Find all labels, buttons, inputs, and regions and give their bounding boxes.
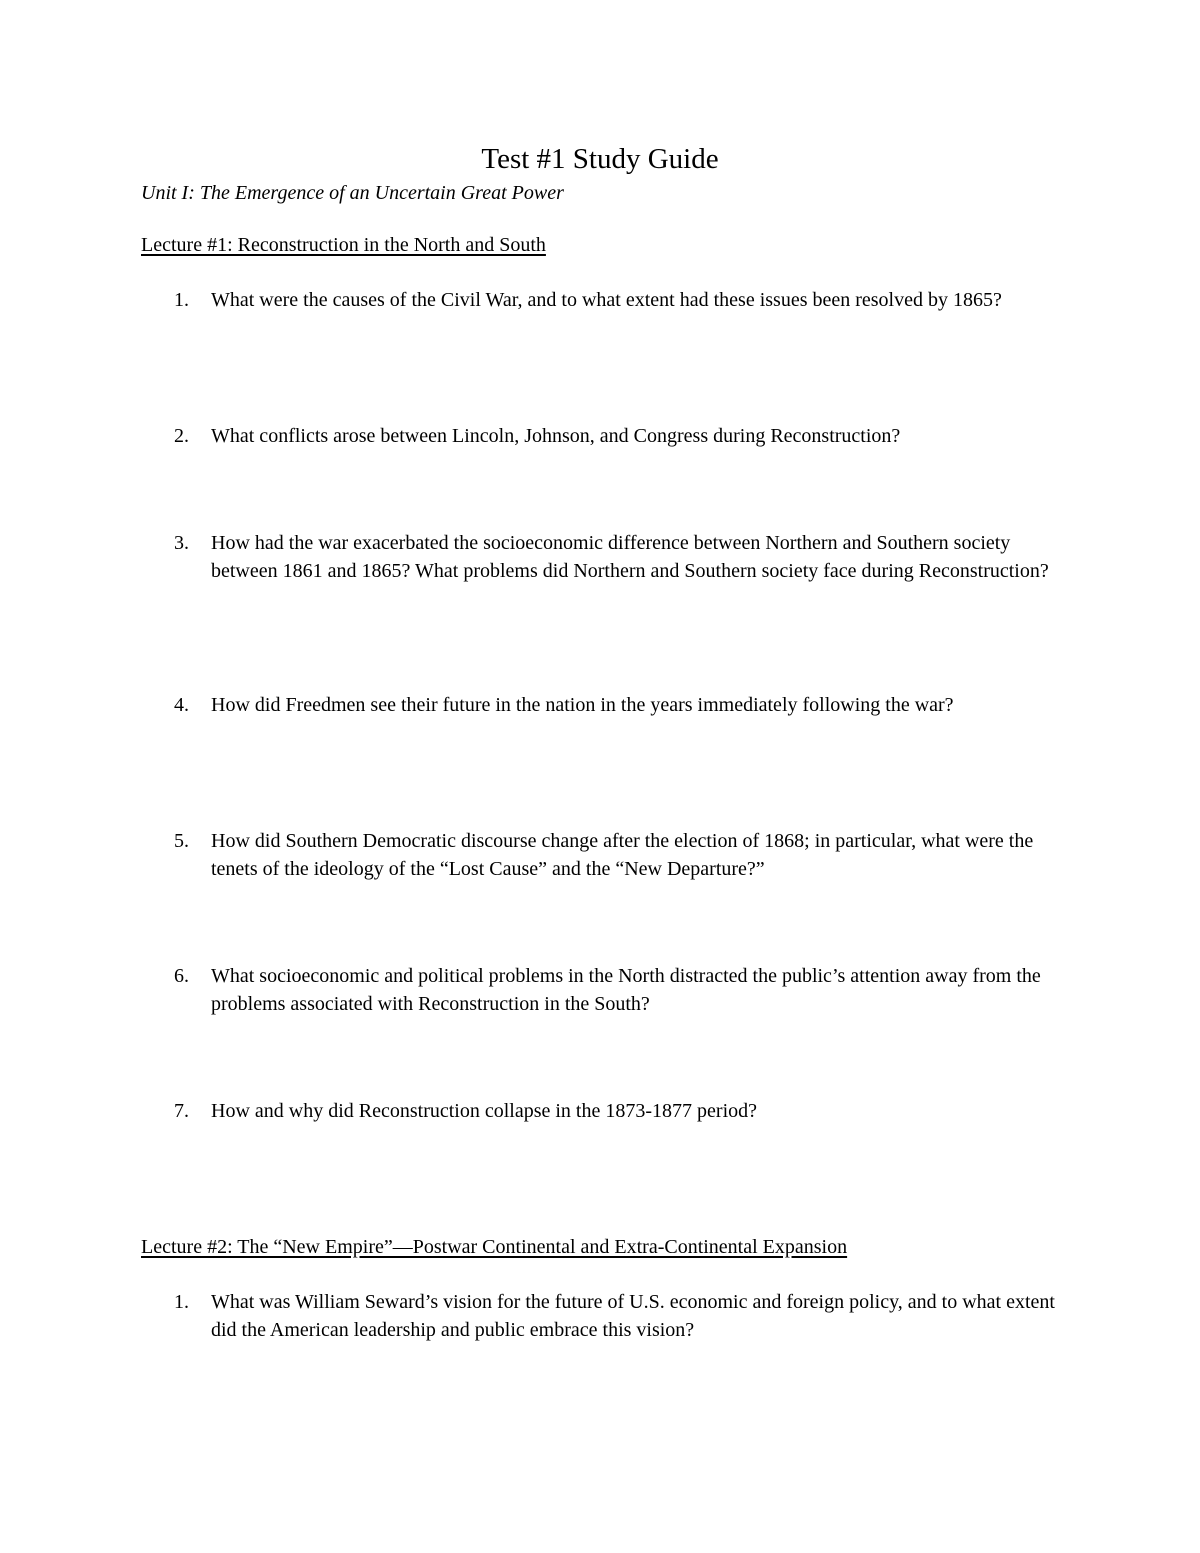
question-number: 6.	[174, 965, 189, 987]
question-text: How did Freedmen see their future in the nation in the years immediately following the war?	[211, 694, 954, 716]
lecture-1-question-1	[174, 287, 1074, 315]
question-text: What socioeconomic and political problems in the North distracted the public’s attention away from the problems associated with Reconstruction in the South?	[211, 965, 1041, 1015]
document-title: Test #1 Study Guide	[481, 143, 719, 175]
question-text: How had the war exacerbated the socioeconomic difference between Northern and Southern society between 1861 and 1865? What problems did Northern and Southern society face during Reconstruction?	[211, 532, 1049, 582]
question-number: 4.	[174, 694, 189, 716]
lecture-1-question-4	[174, 692, 1074, 720]
question-text: How and why did Reconstruction collapse in the 1873-1877 period?	[211, 1100, 757, 1122]
question-number: 2.	[174, 425, 189, 447]
lecture-1-question-5	[174, 828, 1074, 883]
question-number: 1.	[174, 1291, 189, 1313]
question-number: 7.	[174, 1100, 189, 1122]
lecture-1-question-6	[174, 963, 1074, 1018]
lecture-1-question-2	[174, 423, 1074, 451]
lecture-2-question-1	[174, 1289, 1074, 1344]
unit-subtitle: Unit I: The Emergence of an Uncertain Great Power	[141, 182, 564, 204]
question-text: How did Southern Democratic discourse change after the election of 1868; in particular, what were the tenets of the ideology of the “Lost Cause” and the “New Departure?”	[211, 830, 1034, 880]
question-text: What conflicts arose between Lincoln, Johnson, and Congress during Reconstruction?	[211, 425, 901, 447]
question-text: What was William Seward’s vision for the future of U.S. economic and foreign policy, and to what extent did the American leadership and public embrace this vision?	[211, 1291, 1055, 1341]
question-number: 3.	[174, 532, 189, 554]
lecture-1-question-7	[174, 1098, 1074, 1126]
lecture-2-heading: Lecture #2: The “New Empire”—Postwar Continental and Extra-Continental Expansion	[141, 1236, 848, 1258]
question-text: What were the causes of the Civil War, and to what extent had these issues been resolved by 1865?	[211, 289, 1002, 311]
lecture-1-question-3	[174, 530, 1074, 585]
lecture-1-heading: Lecture #1: Reconstruction in the North and South	[141, 234, 546, 256]
question-number: 5.	[174, 830, 189, 852]
question-number: 1.	[174, 289, 189, 311]
